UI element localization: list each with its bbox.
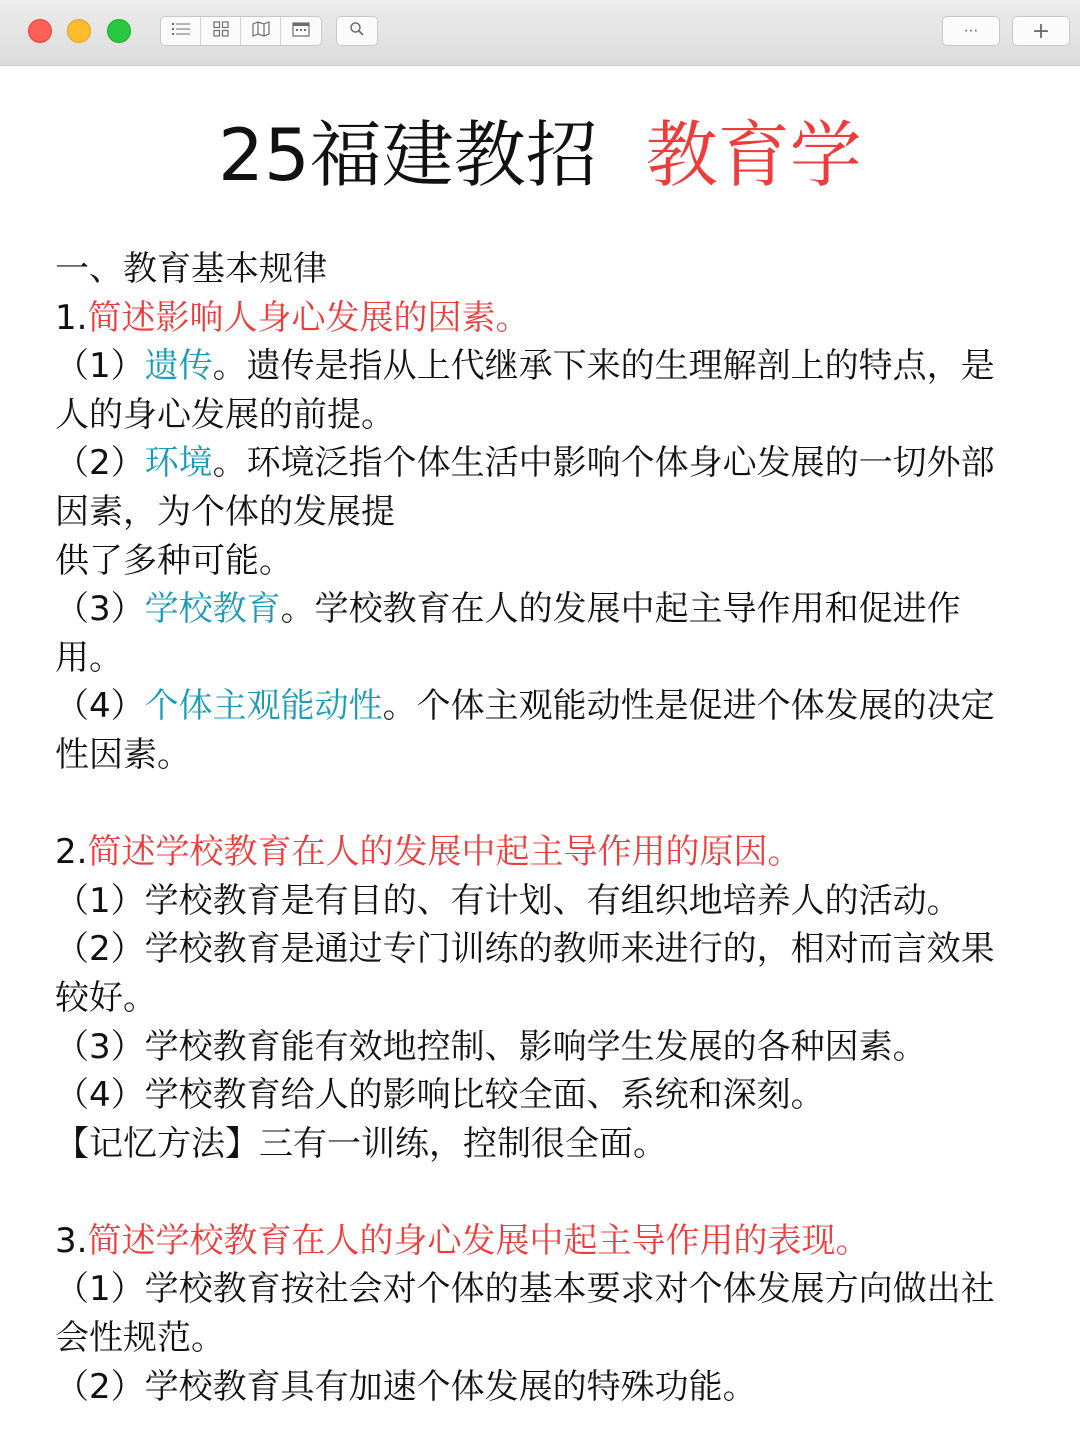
answer-line: （2）学校教育是通过专门训练的教师来进行的，相对而言效果 <box>55 929 995 970</box>
keyword: 环境 <box>144 443 213 484</box>
answer-line: 会性规范。 <box>55 1318 225 1359</box>
item-text: 。遗传是指从上代继承下来的生理解剖上的特点，是 <box>212 346 995 387</box>
question-1 <box>55 294 1020 343</box>
minimize-window-button[interactable] <box>67 19 91 43</box>
answer-line <box>55 439 1020 488</box>
page-title <box>0 115 1080 195</box>
grid-icon <box>213 21 229 41</box>
question-text: 简述影响人身心发展的因素。 <box>87 297 530 338</box>
answer-line: 性因素。 <box>55 734 191 775</box>
answer-line: （4）学校教育给人的影响比较全面、系统和深刻。 <box>55 1075 825 1116</box>
add-group <box>1012 16 1070 46</box>
question-number: 1. <box>55 297 88 338</box>
answer-line: （1）学校教育按社会对个体的基本要求对个体发展方向做出社 <box>55 1269 995 1310</box>
grid-view-button[interactable] <box>201 17 241 45</box>
keyword: 遗传 <box>144 346 213 387</box>
more-button[interactable] <box>943 17 999 45</box>
map-icon <box>252 21 270 41</box>
title-accent: 教育学 <box>645 113 862 197</box>
item-text: 。个体主观能动性是促进个体发展的决定 <box>382 686 995 727</box>
spacer <box>55 780 1020 829</box>
calendar-view-button[interactable] <box>281 17 321 45</box>
memory-tip: 【记忆方法】三有一训练，控制很全面。 <box>55 1123 667 1164</box>
answer-line: （2）学校教育具有加速个体发展的特殊功能。 <box>55 1366 757 1407</box>
search-icon <box>349 21 365 41</box>
question-3 <box>55 1217 1020 1266</box>
title-bar <box>0 0 1080 66</box>
search-button[interactable] <box>337 17 377 45</box>
add-button[interactable] <box>1013 17 1069 45</box>
answer-line: 用。 <box>55 637 123 678</box>
section-heading: 一、教育基本规律 <box>55 249 327 289</box>
item-text: 。环境泛指个体生活中影响个体身心发展的一切外部 <box>212 443 995 484</box>
question-text: 简述学校教育在人的身心发展中起主导作用的表现。 <box>87 1220 870 1261</box>
question-number: 3. <box>55 1220 88 1261</box>
plus-icon: + <box>1031 18 1051 44</box>
map-view-button[interactable] <box>241 17 281 45</box>
answer-line: 人的身心发展的前提。 <box>55 394 395 435</box>
more-icon: ··· <box>963 22 979 40</box>
keyword: 学校教育 <box>144 589 281 630</box>
item-index: （1） <box>55 346 145 387</box>
item-index: （3） <box>55 589 145 630</box>
view-switcher <box>160 16 322 46</box>
list-view-button[interactable] <box>161 17 201 45</box>
answer-line: 供了多种可能。 <box>55 540 293 581</box>
answer-line: （1）学校教育是有目的、有计划、有组织地培养人的活动。 <box>55 880 961 921</box>
answer-line: 因素，为个体的发展提 <box>55 491 395 532</box>
zoom-window-button[interactable] <box>107 19 131 43</box>
answer-line <box>55 682 1020 731</box>
answer-line: （3）学校教育能有效地控制、影响学生发展的各种因素。 <box>55 1026 927 1067</box>
item-text: 。学校教育在人的发展中起主导作用和促进作 <box>280 589 961 630</box>
answer-line: 较好。 <box>55 977 157 1018</box>
item-index: （4） <box>55 686 145 727</box>
answer-line <box>55 585 1020 634</box>
title-main: 25福建教招 <box>218 113 598 197</box>
calendar-icon <box>292 22 310 41</box>
list-icon <box>172 22 190 40</box>
keyword: 个体主观能动性 <box>144 686 383 727</box>
search-group <box>336 16 378 46</box>
close-window-button[interactable] <box>28 19 52 43</box>
spacer <box>55 1168 1020 1217</box>
question-text: 简述学校教育在人的发展中起主导作用的原因。 <box>87 832 802 873</box>
item-index: （2） <box>55 443 145 484</box>
question-number: 2. <box>55 832 88 873</box>
document-body <box>55 245 1020 1411</box>
question-2 <box>55 828 1020 877</box>
answer-line <box>55 342 1020 391</box>
more-group <box>942 16 1000 46</box>
